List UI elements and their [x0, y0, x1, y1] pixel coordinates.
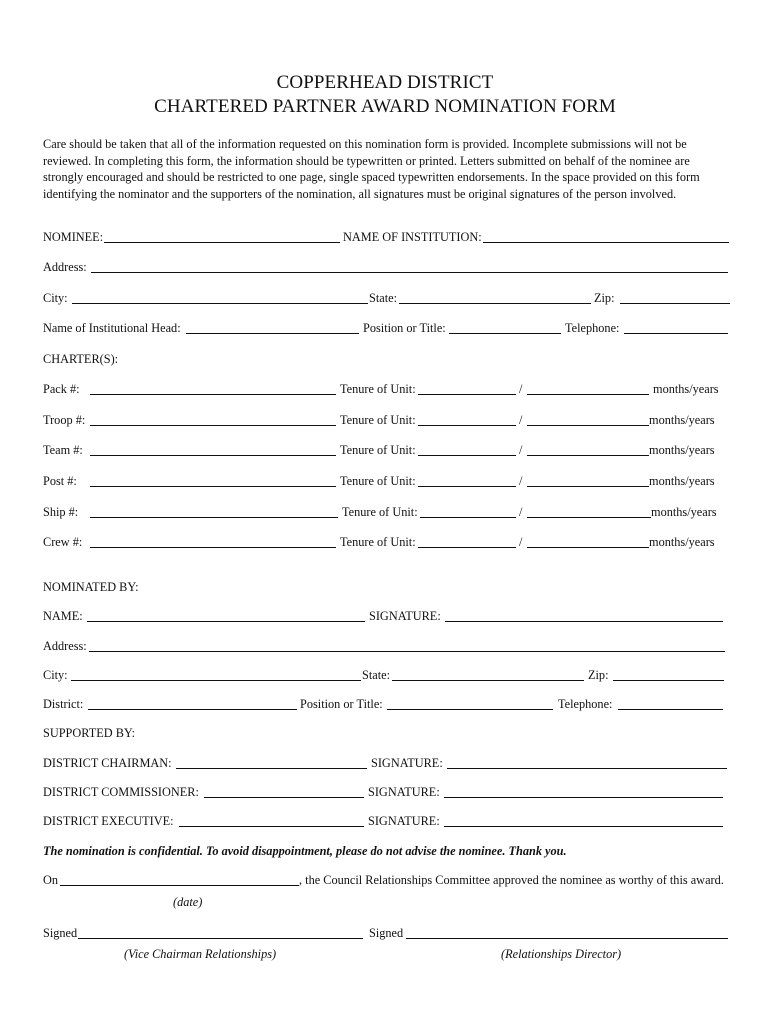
- date-caption: (date): [173, 895, 203, 909]
- tenure-months-field[interactable]: [418, 394, 516, 395]
- tenure-slash: /: [519, 413, 523, 427]
- tenure-years-field[interactable]: [527, 455, 649, 456]
- form-title-line1: COPPERHEAD DISTRICT: [276, 72, 494, 93]
- charter-label: Team #:: [43, 443, 83, 457]
- institution-label: NAME OF INSTITUTION:: [343, 230, 482, 244]
- tenure-label: Tenure of Unit:: [340, 382, 416, 396]
- tenure-years-field[interactable]: [527, 547, 649, 548]
- charter-number-field[interactable]: [90, 394, 336, 395]
- nominator-zip-label: Zip:: [588, 668, 609, 682]
- executive-label: DISTRICT EXECUTIVE:: [43, 814, 174, 828]
- tenure-years-field[interactable]: [527, 517, 651, 518]
- tenure-slash: /: [519, 443, 523, 457]
- instructions-paragraph: [43, 136, 733, 202]
- nominator-zip-field[interactable]: [613, 680, 724, 681]
- instructions-line: identifying the nominator and the supporters of the nomination, all signatures must be original signatures of the person involved.: [43, 186, 677, 201]
- months-years-label: months/years: [649, 443, 715, 457]
- approval-statement: , the Council Relationships Committee approved the nominee as worthy of this award.: [299, 873, 724, 887]
- commissioner-name-field[interactable]: [204, 797, 364, 798]
- chairman-signature-field[interactable]: [447, 768, 727, 769]
- tenure-months-field[interactable]: [418, 425, 516, 426]
- form-title-line2: CHARTERED PARTNER AWARD NOMINATION FORM: [154, 96, 616, 117]
- tenure-months-field[interactable]: [420, 517, 516, 518]
- charter-number-field[interactable]: [90, 455, 336, 456]
- nominator-name-label: NAME:: [43, 609, 83, 623]
- nominator-district-field[interactable]: [88, 709, 297, 710]
- address-label: Address:: [43, 260, 87, 274]
- position-label: Position or Title:: [363, 321, 446, 335]
- approval-on-label: On: [43, 873, 59, 887]
- city-label: City:: [43, 291, 68, 305]
- nominee-city-field[interactable]: [72, 303, 368, 304]
- charter-number-field[interactable]: [90, 486, 336, 487]
- chairman-signature-label: SIGNATURE:: [371, 756, 443, 770]
- nominee-field[interactable]: [104, 242, 340, 243]
- months-years-label: months/years: [653, 382, 719, 396]
- nominator-position-field[interactable]: [387, 709, 553, 710]
- nominee-state-field[interactable]: [399, 303, 591, 304]
- nominator-address-label: Address:: [43, 639, 87, 653]
- nominator-signature-field[interactable]: [445, 621, 723, 622]
- tenure-label: Tenure of Unit:: [340, 413, 416, 427]
- charters-heading-text: CHARTER(S):: [43, 352, 119, 366]
- director-caption: (Relationships Director): [501, 947, 622, 961]
- charter-number-field[interactable]: [90, 425, 336, 426]
- nominator-city-label: City:: [43, 668, 68, 682]
- institution-head-field[interactable]: [186, 333, 359, 334]
- tenure-years-field[interactable]: [527, 486, 649, 487]
- institution-head-label: Name of Institutional Head:: [43, 321, 181, 335]
- approval-date-field[interactable]: [60, 885, 299, 886]
- nominator-telephone-field[interactable]: [618, 709, 723, 710]
- charter-label: Crew #:: [43, 535, 83, 549]
- signed-label-right: Signed: [369, 926, 404, 940]
- state-label: State:: [369, 291, 398, 305]
- nominated-by-heading-text: NOMINATED BY:: [43, 580, 139, 594]
- chairman-label: DISTRICT CHAIRMAN:: [43, 756, 172, 770]
- vice-chairman-signature-field[interactable]: [78, 938, 363, 939]
- head-telephone-field[interactable]: [624, 333, 728, 334]
- commissioner-signature-field[interactable]: [444, 797, 723, 798]
- tenure-slash: /: [519, 474, 523, 488]
- telephone-label: Telephone:: [565, 321, 620, 335]
- charter-number-field[interactable]: [90, 517, 338, 518]
- director-signature-field[interactable]: [406, 938, 728, 939]
- tenure-months-field[interactable]: [418, 547, 516, 548]
- zip-label: Zip:: [594, 291, 615, 305]
- tenure-slash: /: [519, 382, 523, 396]
- nominator-telephone-label: Telephone:: [558, 697, 613, 711]
- nominee-address-field[interactable]: [91, 272, 728, 273]
- commissioner-signature-label: SIGNATURE:: [368, 785, 440, 799]
- vice-chairman-caption: (Vice Chairman Relationships): [124, 947, 277, 961]
- tenure-label: Tenure of Unit:: [340, 443, 416, 457]
- confidential-note: The nomination is confidential. To avoid disappointment, please do not advise the nominee. Thank you.: [43, 844, 567, 858]
- months-years-label: months/years: [651, 505, 717, 519]
- months-years-label: months/years: [649, 535, 715, 549]
- signed-label-left: Signed: [43, 926, 78, 940]
- instructions-line: Care should be taken that all of the information requested on this nomination form is provided. Incomplete submissions will not be: [43, 137, 687, 151]
- executive-signature-label: SIGNATURE:: [368, 814, 440, 828]
- charter-label: Troop #:: [43, 413, 86, 427]
- tenure-label: Tenure of Unit:: [340, 474, 416, 488]
- institution-field[interactable]: [483, 242, 729, 243]
- charter-label: Ship #:: [43, 505, 79, 519]
- chairman-name-field[interactable]: [176, 768, 367, 769]
- tenure-label: Tenure of Unit:: [342, 505, 418, 519]
- instructions-line: reviewed. In completing this form, the information should be typewritten or printed. Letters submitted on behalf of the nominee are: [43, 153, 690, 168]
- nominator-district-label: District:: [43, 697, 84, 711]
- tenure-years-field[interactable]: [527, 394, 649, 395]
- charter-number-field[interactable]: [90, 547, 336, 548]
- tenure-label: Tenure of Unit:: [340, 535, 416, 549]
- nominator-position-label: Position or Title:: [300, 697, 383, 711]
- charter-label: Pack #:: [43, 382, 80, 396]
- commissioner-label: DISTRICT COMMISSIONER:: [43, 785, 199, 799]
- executive-signature-field[interactable]: [444, 826, 723, 827]
- tenure-slash: /: [519, 535, 523, 549]
- instructions-line: strongly encouraged and should be restricted to one page, single spaced typewritten endorsements. In the space provided on this form: [43, 170, 700, 184]
- tenure-years-field[interactable]: [527, 425, 649, 426]
- tenure-slash: /: [519, 505, 523, 519]
- nominee-zip-field[interactable]: [620, 303, 730, 304]
- tenure-months-field[interactable]: [418, 455, 516, 456]
- months-years-label: months/years: [649, 413, 715, 427]
- nominator-signature-label: SIGNATURE:: [369, 609, 441, 623]
- nominator-address-field[interactable]: [89, 651, 725, 652]
- executive-name-field[interactable]: [179, 826, 364, 827]
- charter-label: Post #:: [43, 474, 77, 488]
- nominator-name-field[interactable]: [87, 621, 365, 622]
- supported-by-heading-text: SUPPORTED BY:: [43, 726, 136, 740]
- months-years-label: months/years: [649, 474, 715, 488]
- head-position-field[interactable]: [449, 333, 561, 334]
- nominee-label: NOMINEE:: [43, 230, 104, 244]
- nominator-state-label: State:: [362, 668, 391, 682]
- nominator-city-field[interactable]: [71, 680, 361, 681]
- tenure-months-field[interactable]: [418, 486, 516, 487]
- nominator-state-field[interactable]: [392, 680, 584, 681]
